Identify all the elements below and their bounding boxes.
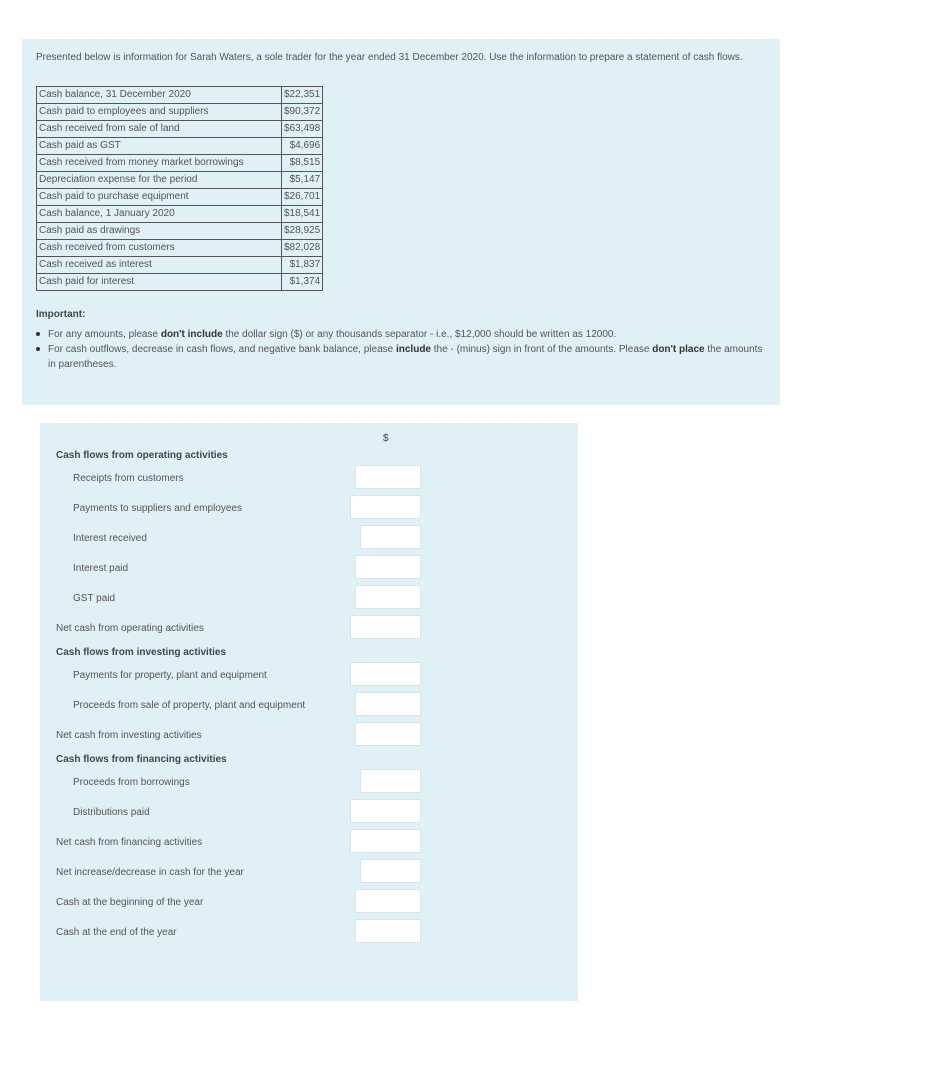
info-table-row: [37, 189, 323, 206]
receipts-customers-label: Receipts from customers: [73, 473, 184, 484]
proceeds-ppe-label: Proceeds from sale of property, plant and equipment: [73, 700, 306, 711]
cash-beginning-input[interactable]: [355, 889, 421, 913]
info-value-cell: $1,374: [282, 274, 323, 291]
question-panel: [22, 39, 780, 405]
cash-end-input[interactable]: [355, 919, 421, 943]
info-label-cell: Cash received from money market borrowings: [37, 155, 282, 172]
info-value-cell: $22,351: [282, 87, 323, 104]
info-value-cell: $82,028: [282, 240, 323, 257]
info-table-row: [37, 206, 323, 223]
net-financing-label: Net cash from financing activities: [56, 837, 203, 848]
info-value-cell: $5,147: [282, 172, 323, 189]
currency-label: $: [383, 433, 389, 444]
info-label-cell: Cash paid to employees and suppliers: [37, 104, 282, 121]
distributions-paid-label: Distributions paid: [73, 807, 150, 818]
info-label-cell: Cash paid for interest: [37, 274, 282, 291]
info-label-cell: Cash received from customers: [37, 240, 282, 257]
important-notes: [36, 327, 766, 372]
info-label-cell: Cash received as interest: [37, 257, 282, 274]
investing-heading: Cash flows from investing activities: [56, 647, 227, 658]
net-financing-input[interactable]: [350, 829, 421, 853]
net-investing-input[interactable]: [355, 722, 421, 746]
info-label-cell: Cash balance, 31 December 2020: [37, 87, 282, 104]
distributions-paid-input[interactable]: [350, 799, 421, 823]
info-label-cell: Cash paid as GST: [37, 138, 282, 155]
net-investing-label: Net cash from investing activities: [56, 730, 202, 741]
info-table-row: [37, 121, 323, 138]
info-value-cell: $26,701: [282, 189, 323, 206]
net-operating-label: Net cash from operating activities: [56, 623, 204, 634]
info-value-cell: $28,925: [282, 223, 323, 240]
info-value-cell: $18,541: [282, 206, 323, 223]
proceeds-borrowings-input[interactable]: [360, 769, 421, 793]
payments-suppliers-input[interactable]: [350, 495, 421, 519]
info-value-cell: $8,515: [282, 155, 323, 172]
info-value-cell: $90,372: [282, 104, 323, 121]
cash-end-label: Cash at the end of the year: [56, 927, 177, 938]
important-title: Important:: [36, 309, 86, 320]
info-table-row: [37, 155, 323, 172]
interest-paid-label: Interest paid: [73, 563, 129, 574]
operating-heading: Cash flows from operating activities: [56, 450, 228, 461]
interest-paid-input[interactable]: [355, 555, 421, 579]
gst-paid-label: GST paid: [73, 593, 116, 604]
net-increase-input[interactable]: [360, 859, 421, 883]
info-table-row: [37, 223, 323, 240]
info-value-cell: $63,498: [282, 121, 323, 138]
interest-received-input[interactable]: [360, 525, 421, 549]
note-item: For any amounts, please don't include the dollar sign ($) or any thousands separator - i.e., $12,000 should be written as 12000.: [36, 327, 766, 342]
info-table-row: [37, 172, 323, 189]
info-table-row: [37, 240, 323, 257]
info-value-cell: $4,696: [282, 138, 323, 155]
payments-ppe-input[interactable]: [350, 662, 421, 686]
financing-heading: Cash flows from financing activities: [56, 754, 227, 765]
receipts-customers-input[interactable]: [355, 465, 421, 489]
net-increase-label: Net increase/decrease in cash for the year: [56, 867, 244, 878]
info-value-cell: $1,837: [282, 257, 323, 274]
proceeds-borrowings-label: Proceeds from borrowings: [73, 777, 190, 788]
intro-text: Presented below is information for Sarah Waters, a sole trader for the year ended 31 December 2020. Use the information to prepare a statement of cash flows.: [36, 52, 743, 63]
note-item: For cash outflows, decrease in cash flows, and negative bank balance, please include the - (minus) sign in front of the amounts. Please don't place the amounts in parentheses.: [36, 342, 766, 372]
net-operating-input[interactable]: [350, 615, 421, 639]
bullet-icon: [36, 347, 40, 351]
info-label-cell: Cash balance, 1 January 2020: [37, 206, 282, 223]
info-label-cell: Cash received from sale of land: [37, 121, 282, 138]
payments-ppe-label: Payments for property, plant and equipment: [73, 670, 267, 681]
cash-beginning-label: Cash at the beginning of the year: [56, 897, 204, 908]
info-label-cell: Cash paid as drawings: [37, 223, 282, 240]
info-table-row: [37, 87, 323, 104]
interest-received-label: Interest received: [73, 533, 147, 544]
info-table-row: [37, 274, 323, 291]
info-table: [36, 86, 323, 291]
gst-paid-input[interactable]: [355, 585, 421, 609]
info-label-cell: Cash paid to purchase equipment: [37, 189, 282, 206]
info-table-row: [37, 104, 323, 121]
payments-suppliers-label: Payments to suppliers and employees: [73, 503, 242, 514]
info-label-cell: Depreciation expense for the period: [37, 172, 282, 189]
info-table-row: [37, 257, 323, 274]
bullet-icon: [36, 332, 40, 336]
cash-flow-form: [40, 423, 578, 1001]
info-table-row: [37, 138, 323, 155]
proceeds-ppe-input[interactable]: [355, 692, 421, 716]
